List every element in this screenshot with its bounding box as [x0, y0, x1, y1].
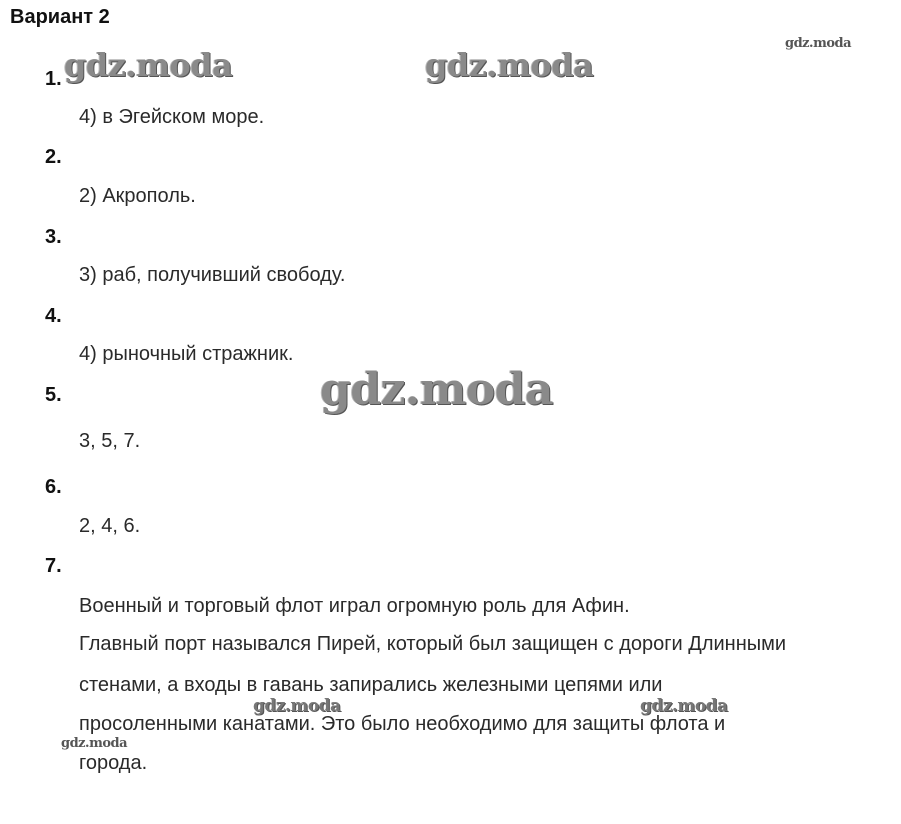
question-number-2: 2.: [45, 146, 62, 168]
page-title: Вариант 2: [10, 6, 110, 28]
answer-4: 4) рыночный стражник.: [79, 343, 294, 365]
question-number-4: 4.: [45, 305, 62, 327]
watermark-logo: gdz.moda: [785, 36, 852, 51]
watermark-logo: gdz.moda: [253, 696, 341, 716]
answer-1: 4) в Эгейском море.: [79, 106, 265, 128]
answer-5: 3, 5, 7.: [79, 430, 141, 452]
answer-7-line-5: города.: [79, 752, 148, 774]
watermark-logo: gdz.moda: [320, 364, 554, 415]
question-number-1: 1.: [45, 68, 62, 90]
answer-2: 2) Акрополь.: [79, 185, 196, 207]
answer-7-line-3: стенами, а входы в гавань запирались железными цепями или: [79, 674, 663, 696]
question-number-7: 7.: [45, 555, 62, 577]
watermark-logo: gdz.moda: [61, 736, 128, 751]
question-number-5: 5.: [45, 384, 62, 406]
answer-3: 3) раб, получивший свободу.: [79, 264, 346, 286]
question-number-6: 6.: [45, 476, 62, 498]
answer-6: 2, 4, 6.: [79, 515, 141, 537]
answer-7-line-4: просоленными канатами. Это было необходимо для защиты флота и: [79, 713, 726, 735]
answer-7-line-1: Военный и торговый флот играл огромную роль для Афин.: [79, 595, 630, 617]
answer-7-line-2: Главный порт назывался Пирей, который был защищен с дороги Длинными: [79, 633, 787, 655]
watermark-logo: gdz.moda: [64, 46, 233, 84]
watermark-logo: gdz.moda: [640, 696, 728, 716]
question-number-3: 3.: [45, 226, 62, 248]
watermark-logo: gdz.moda: [425, 46, 594, 84]
